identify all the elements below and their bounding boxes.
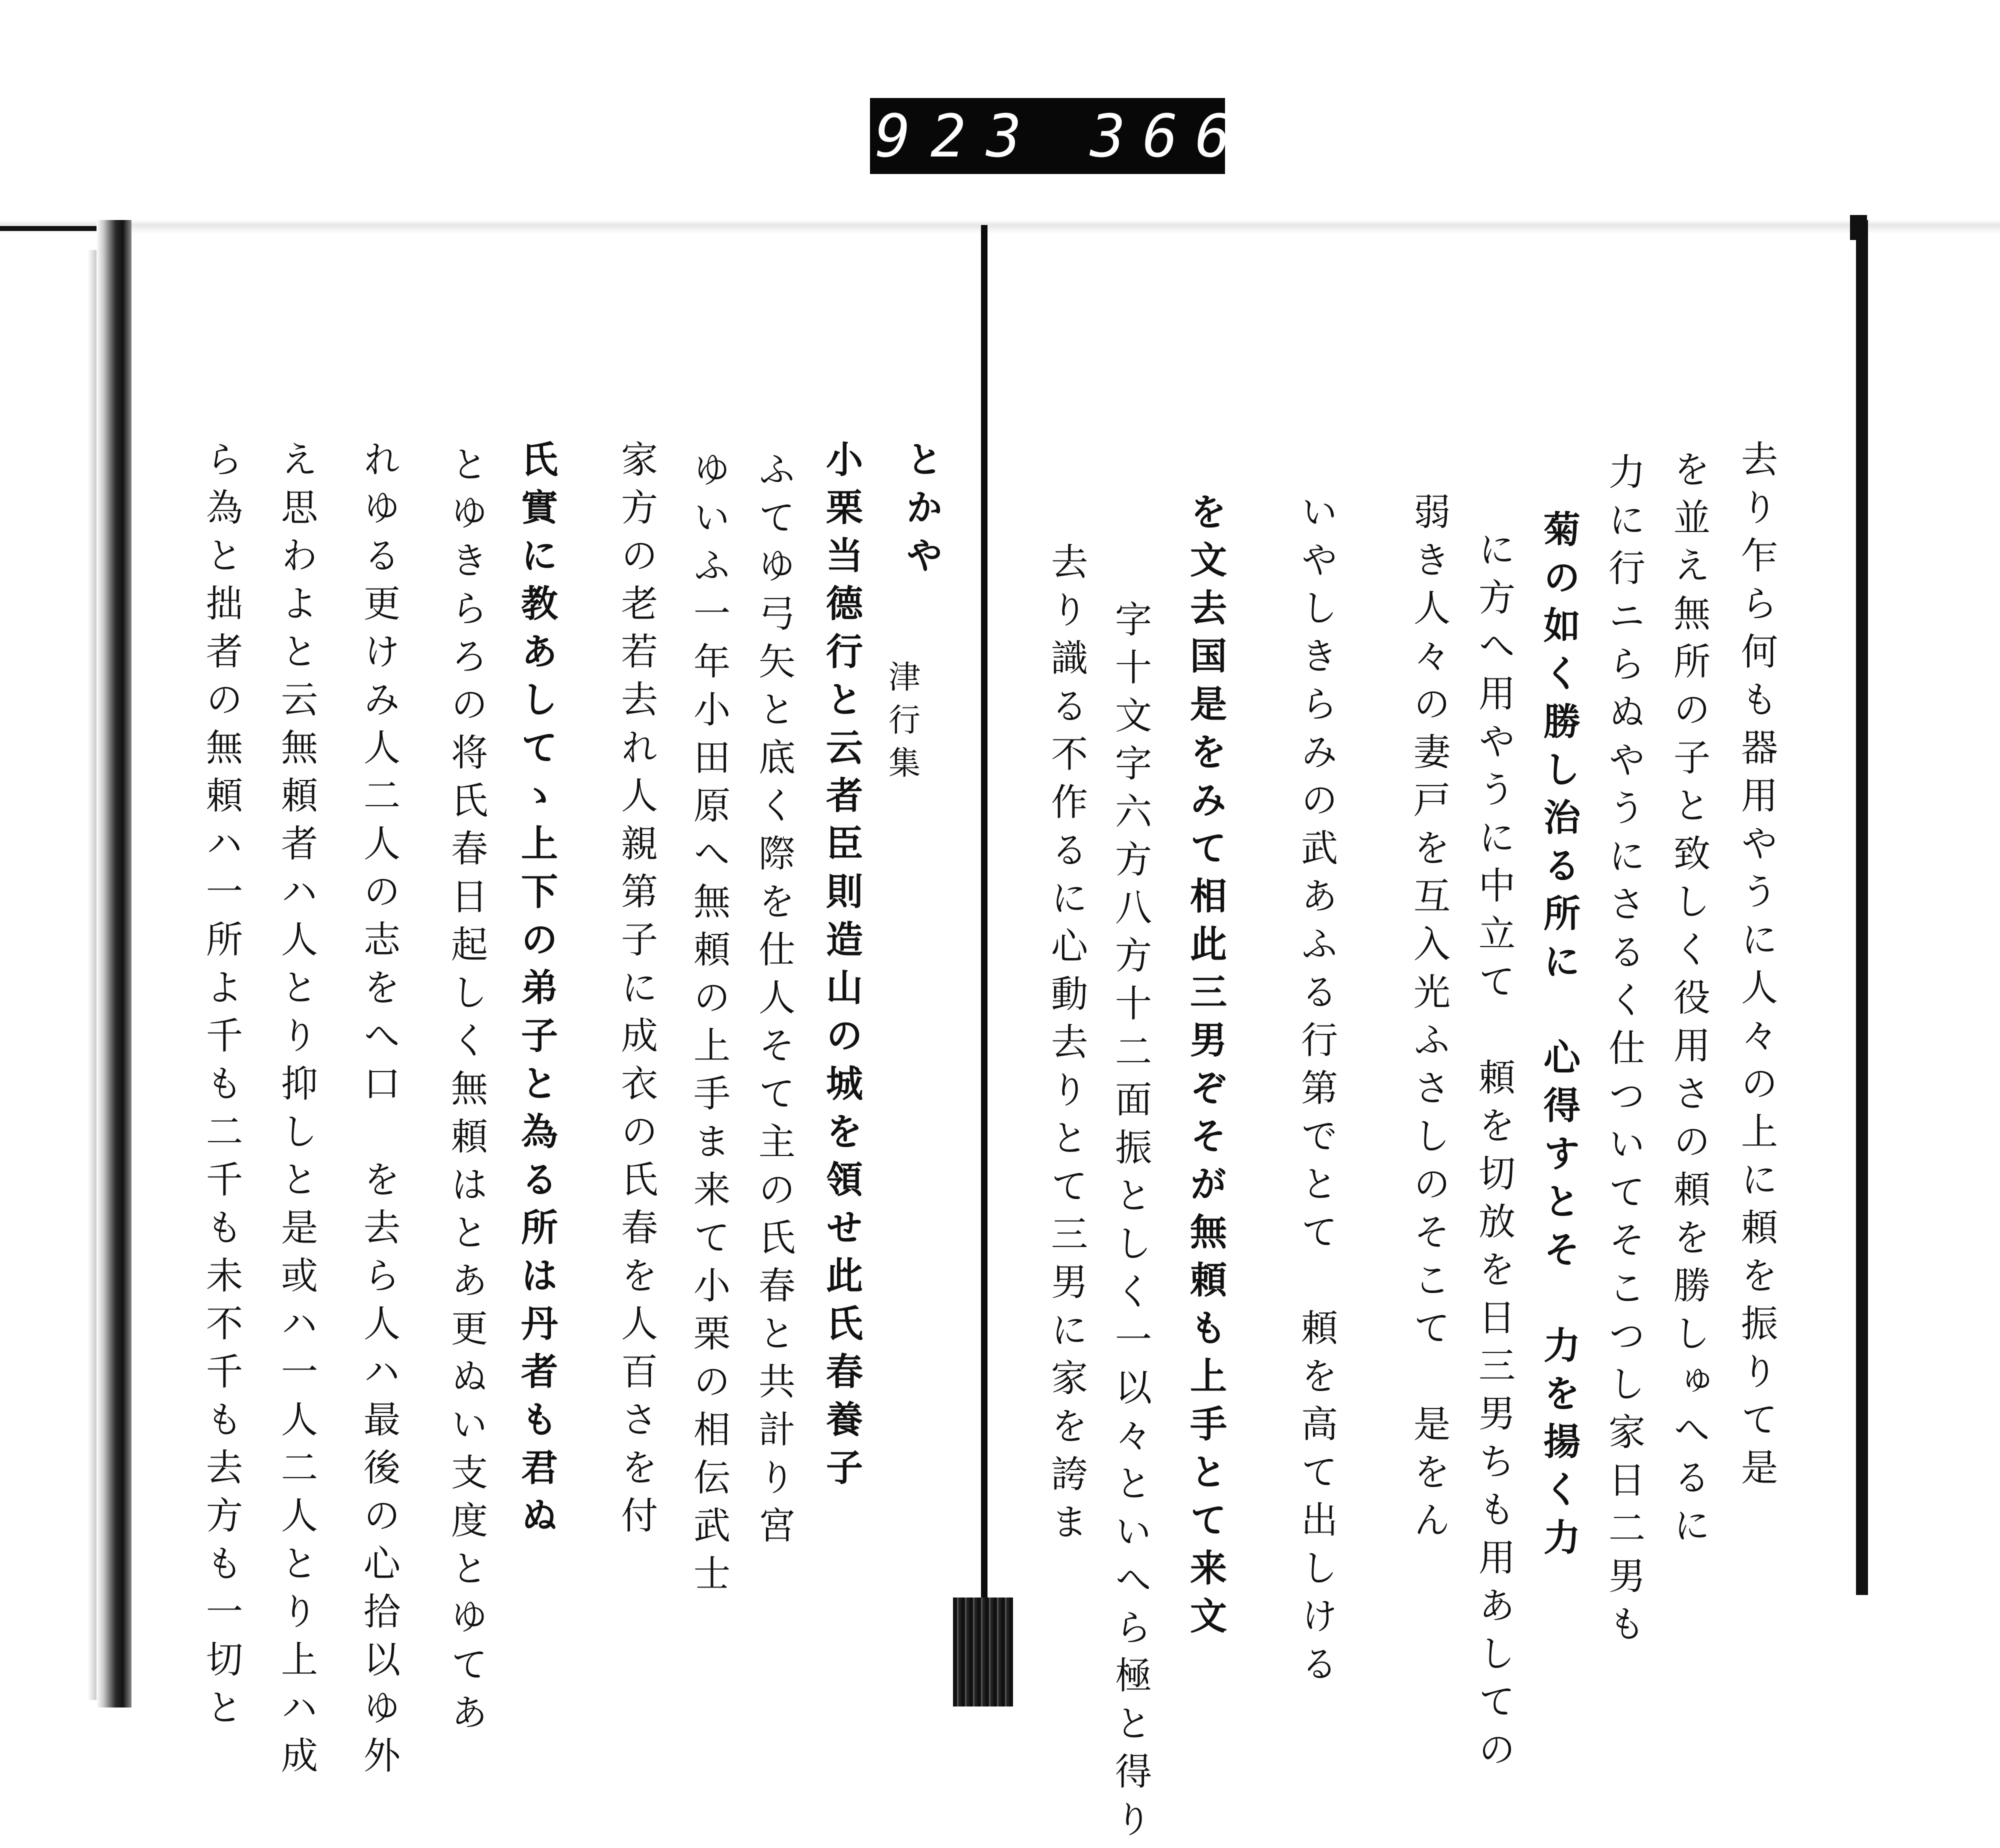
left-page-column: れゆる更けみ人二人の志をへ口 を去ら人ハ最後の心拾以ゆ外 [358, 440, 400, 1784]
right-cover-edge [1856, 220, 1868, 1595]
right-page-column: 弱き人々の妻戸を互入光ふさしのそこて 是をん [1408, 492, 1450, 1548]
right-page-column: 菊の如く勝し治る所に 心得すとそ 力を揚く力 [1538, 510, 1580, 1566]
page-top-edge [0, 220, 2000, 234]
right-page-column: 去り乍ら何も器用やうに人々の上に頼を振りて是 [1735, 440, 1778, 1496]
left-page-column: 津行集 [883, 660, 920, 789]
gutter-foot-binding [953, 1598, 1013, 1706]
right-page-column: いやしきらみの武あふる行第でとて 頼を高て出しける [1295, 492, 1338, 1692]
catalog-number-left: 923 [875, 102, 1042, 170]
right-page-column: 字十文字六方八方十二面振としく一以々といへら極と得り [1109, 600, 1152, 1848]
left-page-column: 家方の老若去れ人親第子に成衣の氏春を人百さを付 [615, 440, 658, 1544]
catalog-label [870, 98, 1300, 174]
left-page-column: ゆいふ一年小田原へ無頼の上手ま来て小栗の相伝武士 [688, 450, 730, 1602]
right-page-column: 去り識る不作るに心動去りとて三男に家を誇ま [1045, 542, 1088, 1550]
left-cover-edge [96, 220, 132, 1708]
left-page-column: 小栗当德行と云者臣則造山の城を領せ此氏春養子 [820, 440, 863, 1496]
right-page-column: を文去国是をみて相此三男ぞそが無頼も上手とて来文 [1184, 492, 1227, 1644]
cover-edge-line [0, 226, 112, 231]
center-gutter [981, 225, 988, 1605]
right-page-column: に方へ用やうに中立て 頼を切放を日三男ちも用あしての [1472, 530, 1516, 1778]
left-page-column: とかや [900, 440, 943, 584]
left-page-column: ら為と拙者の無頼ハ一所よ千も二千も未不千も去方も一切と [200, 440, 243, 1736]
left-page-column: ふてゆ弓矢と底く際を仕人そて主の氏春と共計り宮 [752, 450, 796, 1554]
right-page-column: 力に行ニらぬやうにさるく仕ついてそこつし家日二男も [1602, 452, 1646, 1652]
left-page-column: 氏實に教あしてゝ上下の弟子と為る所は丹者も君ぬ [515, 440, 558, 1544]
left-page-column: え思わよと云無頼者ハ人とり抑しと是或ハ一人二人とり上ハ成 [275, 440, 318, 1784]
left-page-column: とゆきらろの将氏春日起しく無頼はとあ更ぬい支度とゆてあ [445, 445, 488, 1741]
right-page-column: を並え無所の子と致しく役用さの頼を勝しゅへるに [1668, 450, 1710, 1554]
catalog-number-right: 366. [1090, 102, 1300, 170]
